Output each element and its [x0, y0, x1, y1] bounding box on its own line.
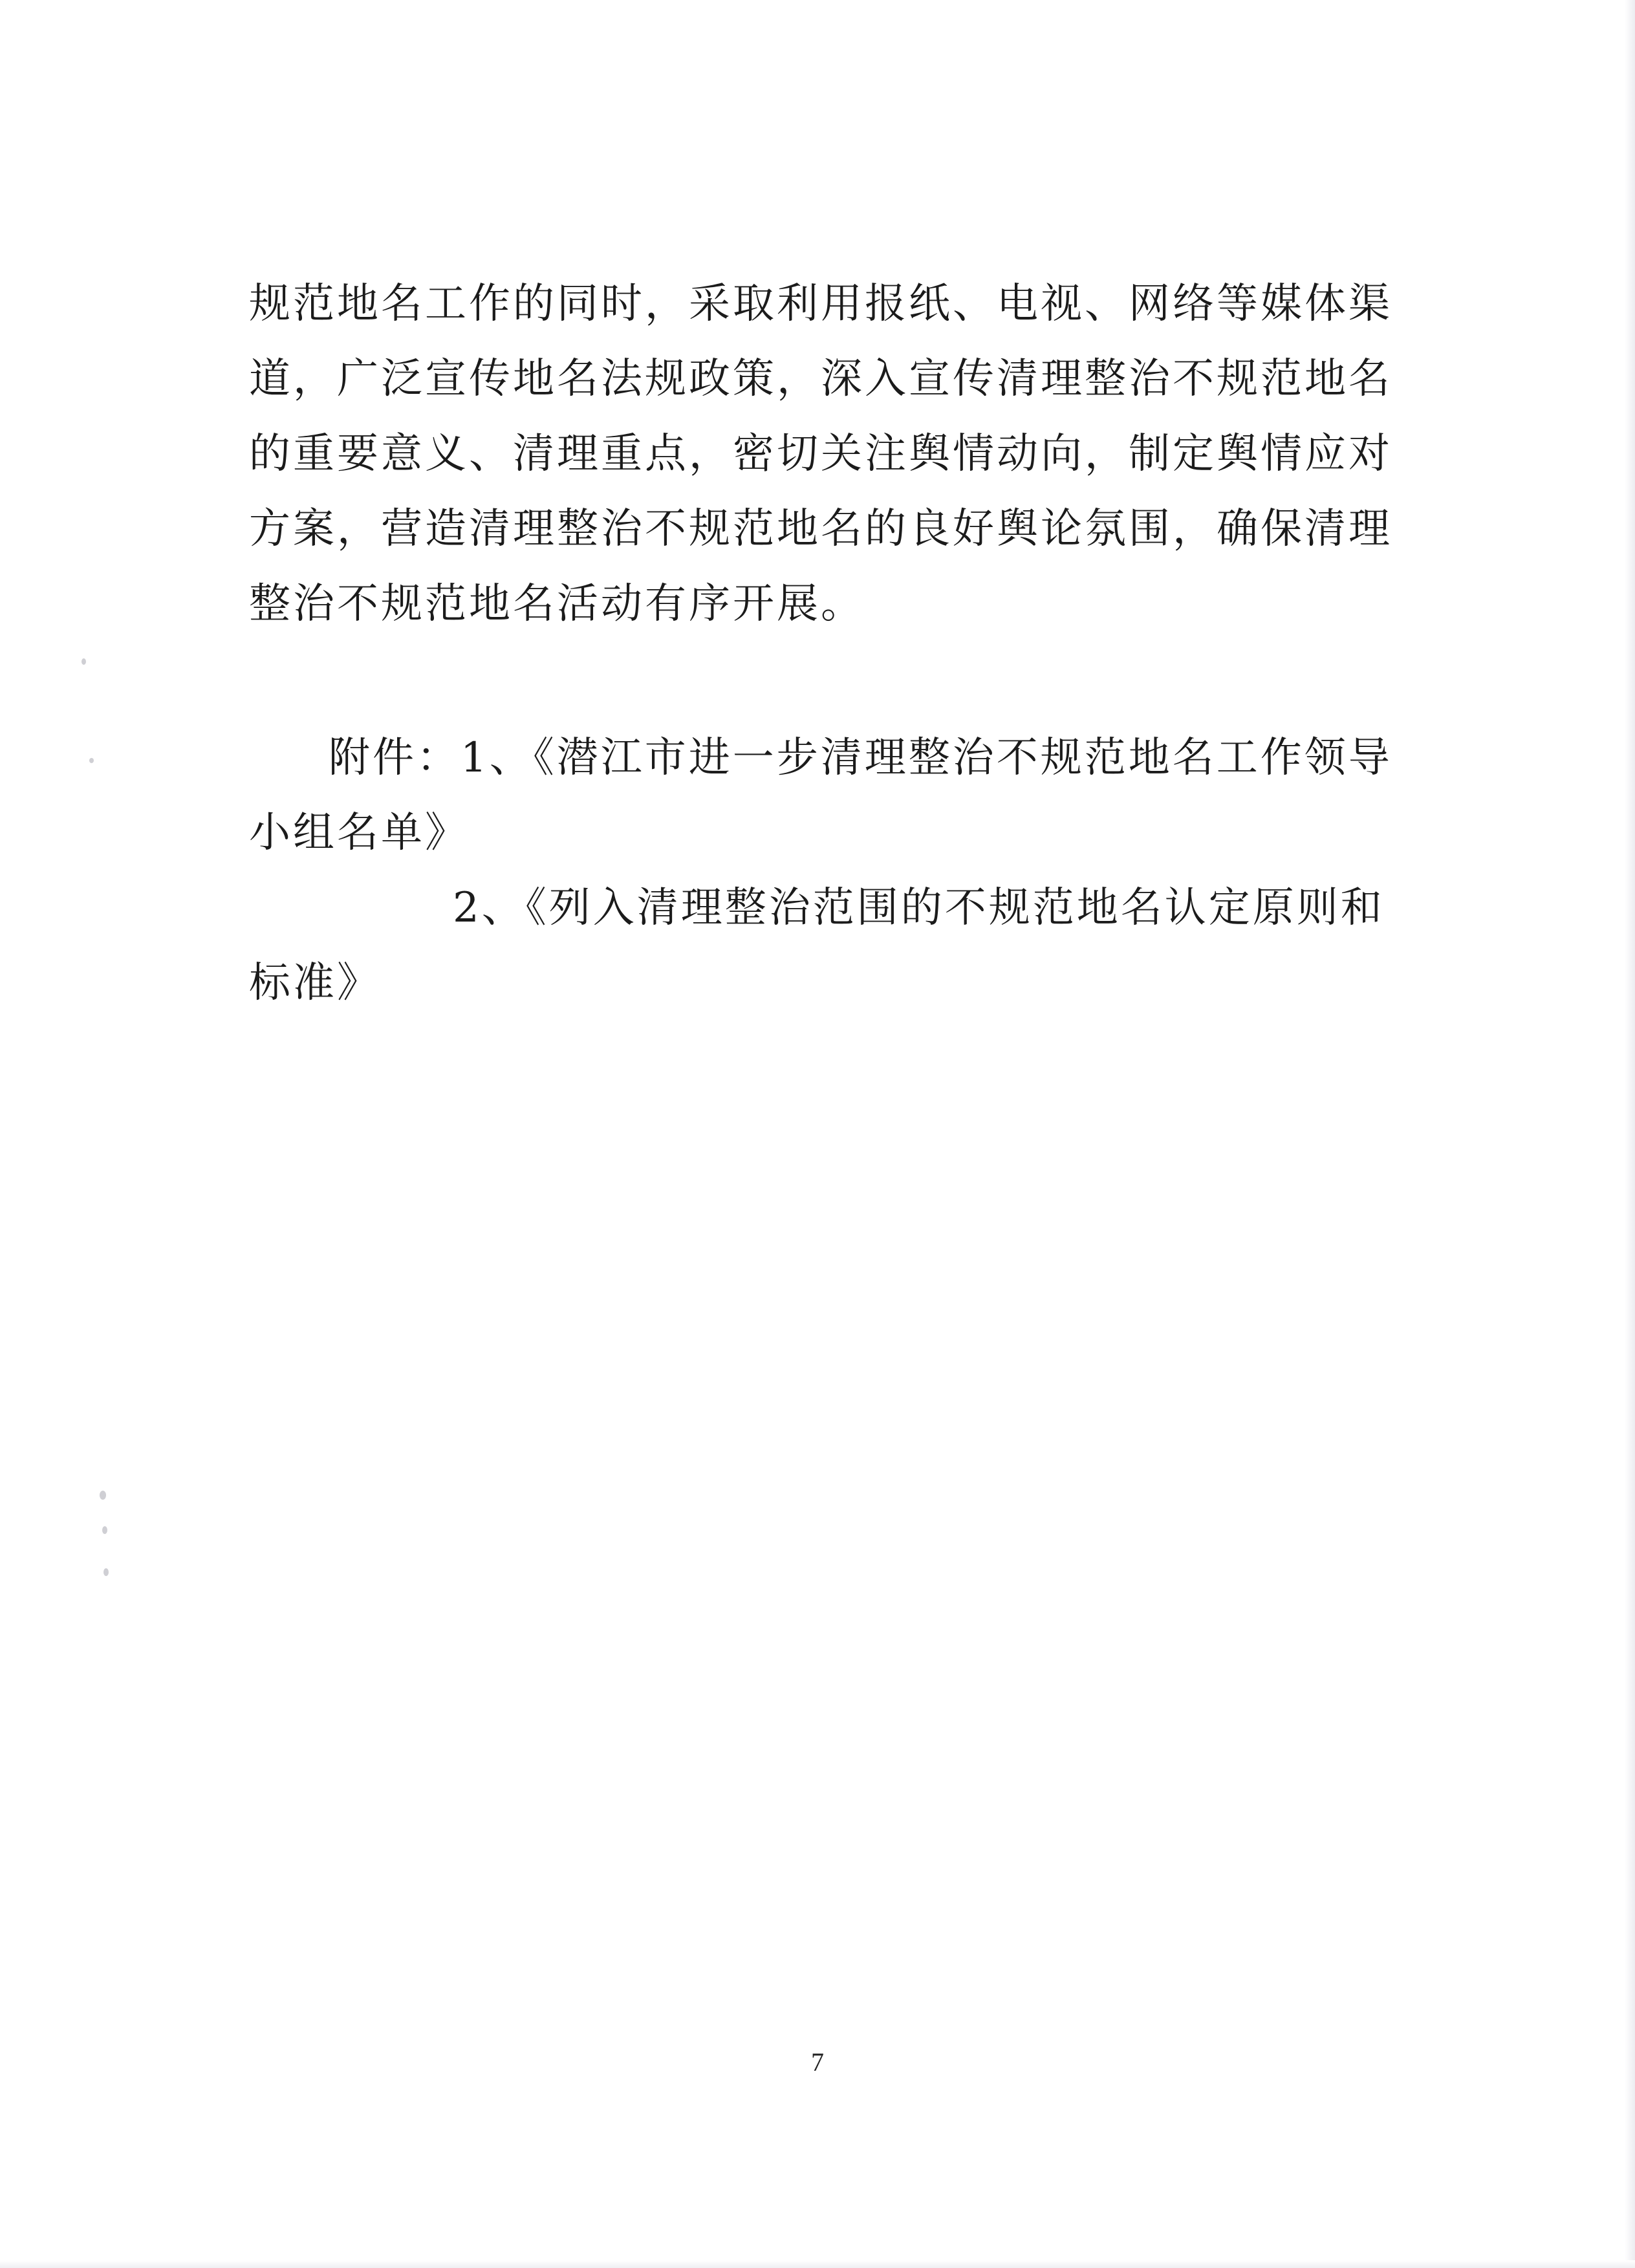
attachment-2-line-1: 2、《列入清理整治范围的不规范地名认定原则和 [453, 884, 1385, 932]
page-number: 7 [811, 2047, 824, 2077]
scan-mark-left-lower-2 [102, 1526, 107, 1534]
attachment-1-line-2: 小组名单》 [249, 809, 469, 857]
attachment-2-line-2: 标准》 [249, 959, 381, 1007]
attachment-1-line-1: 附件：1、《潜江市进一步清理整治不规范地名工作领导 [329, 734, 1392, 782]
scan-bottom-shadow [0, 2260, 1635, 2268]
body-line-2: 道，广泛宣传地名法规政策，深入宣传清理整治不规范地名 [249, 355, 1392, 403]
body-line-1: 规范地名工作的同时，采取利用报纸、电视、网络等媒体渠 [249, 280, 1392, 328]
body-line-4: 方案，营造清理整治不规范地名的良好舆论氛围，确保清理 [249, 505, 1392, 553]
scan-edge-shadow [1625, 0, 1635, 2268]
body-line-3: 的重要意义、清理重点，密切关注舆情动向，制定舆情应对 [249, 430, 1392, 478]
scan-mark-left-upper [81, 658, 86, 665]
scan-mark-left-lower-3 [103, 1568, 109, 1576]
body-line-5: 整治不规范地名活动有序开展。 [249, 580, 865, 628]
scan-mark-left-mid [89, 758, 94, 763]
scan-mark-left-lower-1 [100, 1491, 106, 1500]
